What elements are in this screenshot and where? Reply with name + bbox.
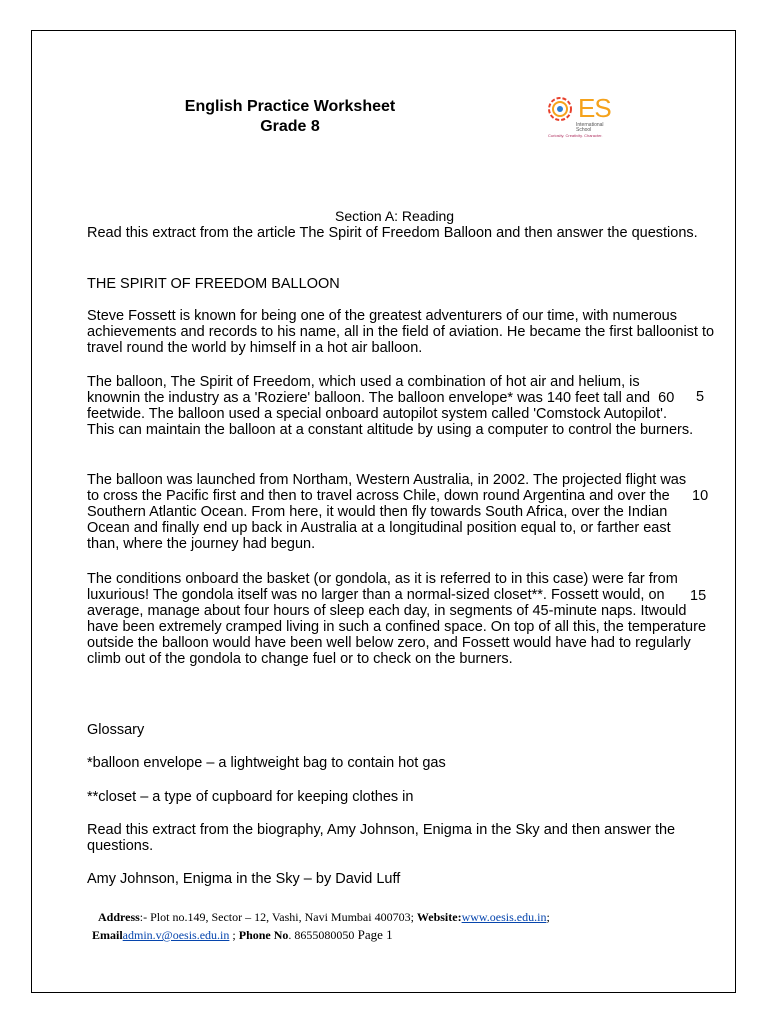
website-label: Website: [416, 910, 462, 924]
article-paragraph-2: The balloon, The Spirit of Freedom, which used a combination of hot air and helium, is knownin the industry as a 'Roziere' balloon. The balloon envelope* was 140 feet tall and 60 feetwide. The balloon used a special onboard autopilot system called 'Comstock Autopilot'. This can maintain the balloon at a constant altitude by using a computer to control the burners. [87, 374, 694, 438]
glossary-item: *balloon envelope – a lightweight bag to contain hot gas [87, 755, 446, 771]
website-separator: ; [546, 910, 550, 924]
line-number-15: 15 [690, 588, 707, 604]
website-link[interactable]: www.oesis.edu.in [461, 910, 547, 924]
email-separator: ; [229, 928, 239, 942]
title-line-1: English Practice Worksheet [184, 98, 396, 115]
email-label: Email [92, 928, 123, 942]
address-label: Address [98, 910, 140, 924]
email-link[interactable]: admin.v@oesis.edu.in [122, 928, 230, 942]
excerpt-2-title: Amy Johnson, Enigma in the Sky – by David Luff [87, 871, 401, 887]
article-paragraph-3: The balloon was launched from Northam, Western Australia, in 2002. The projected flight was to cross the Pacific first and then to travel across Chile, down round Argentina and over the Southern Atlantic Ocean. From here, it would then fly towards South Africa, over the Indian Ocean and finally end up back in Australia at a longitudinal position equal to, or farther east than, where the journey had begun. [87, 472, 687, 552]
glossary-heading: Glossary [87, 722, 145, 738]
logo-tagline: Curiosity. Creativity. Character. [548, 133, 603, 138]
article-paragraph-1: Steve Fossett is known for being one of the greatest adventurers of our time, with numerous achievements and records to his name, all in the field of aviation. He became the first balloonist to travel round the world by himself in a hot air balloon. [87, 308, 715, 356]
article-paragraph-4: The conditions onboard the basket (or gondola, as it is referred to in this case) were far from luxurious! The gondola itself was no larger than a normal-sized closet**. Fossett would, on average, manage about four hours of sleep each day, in segments of 45-minute naps. Itwould have been extremely cramped living in such a confined space. On top of all this, the temperature outside the balloon would have been well below zero, and Fossett would have had to regularly climb out of the gondola to change fuel or to check on the burners. [87, 571, 707, 667]
section-heading: Section A: Reading [335, 208, 455, 224]
phone-label: Phone No [238, 928, 289, 942]
worksheet-title [150, 97, 430, 137]
line-number-10: 10 [692, 488, 709, 504]
line-number-5: 5 [696, 389, 705, 405]
intro-text: Read this extract from the article The Spirit of Freedom Balloon and then answer the questions. [87, 225, 698, 241]
address-text: :- Plot no.149, Sector – 12, Vashi, Navi Mumbai 400703; [139, 910, 417, 924]
title-line-2: Grade 8 [260, 118, 320, 135]
logo-brand: ES [578, 93, 611, 123]
intro-text-2: Read this extract from the biography, Amy Johnson, Enigma in the Sky and then answer the questions. [87, 822, 676, 854]
phone-number: . 8655080050 [288, 928, 355, 942]
glossary-item: **closet – a type of cupboard for keeping clothes in [87, 789, 414, 805]
footer-address-line [98, 909, 550, 925]
logo-school-name: International School [576, 122, 604, 133]
page-number: Page 1 [354, 927, 393, 942]
footer-contact-line [92, 927, 393, 943]
article-title: THE SPIRIT OF FREEDOM BALLOON [87, 276, 340, 292]
